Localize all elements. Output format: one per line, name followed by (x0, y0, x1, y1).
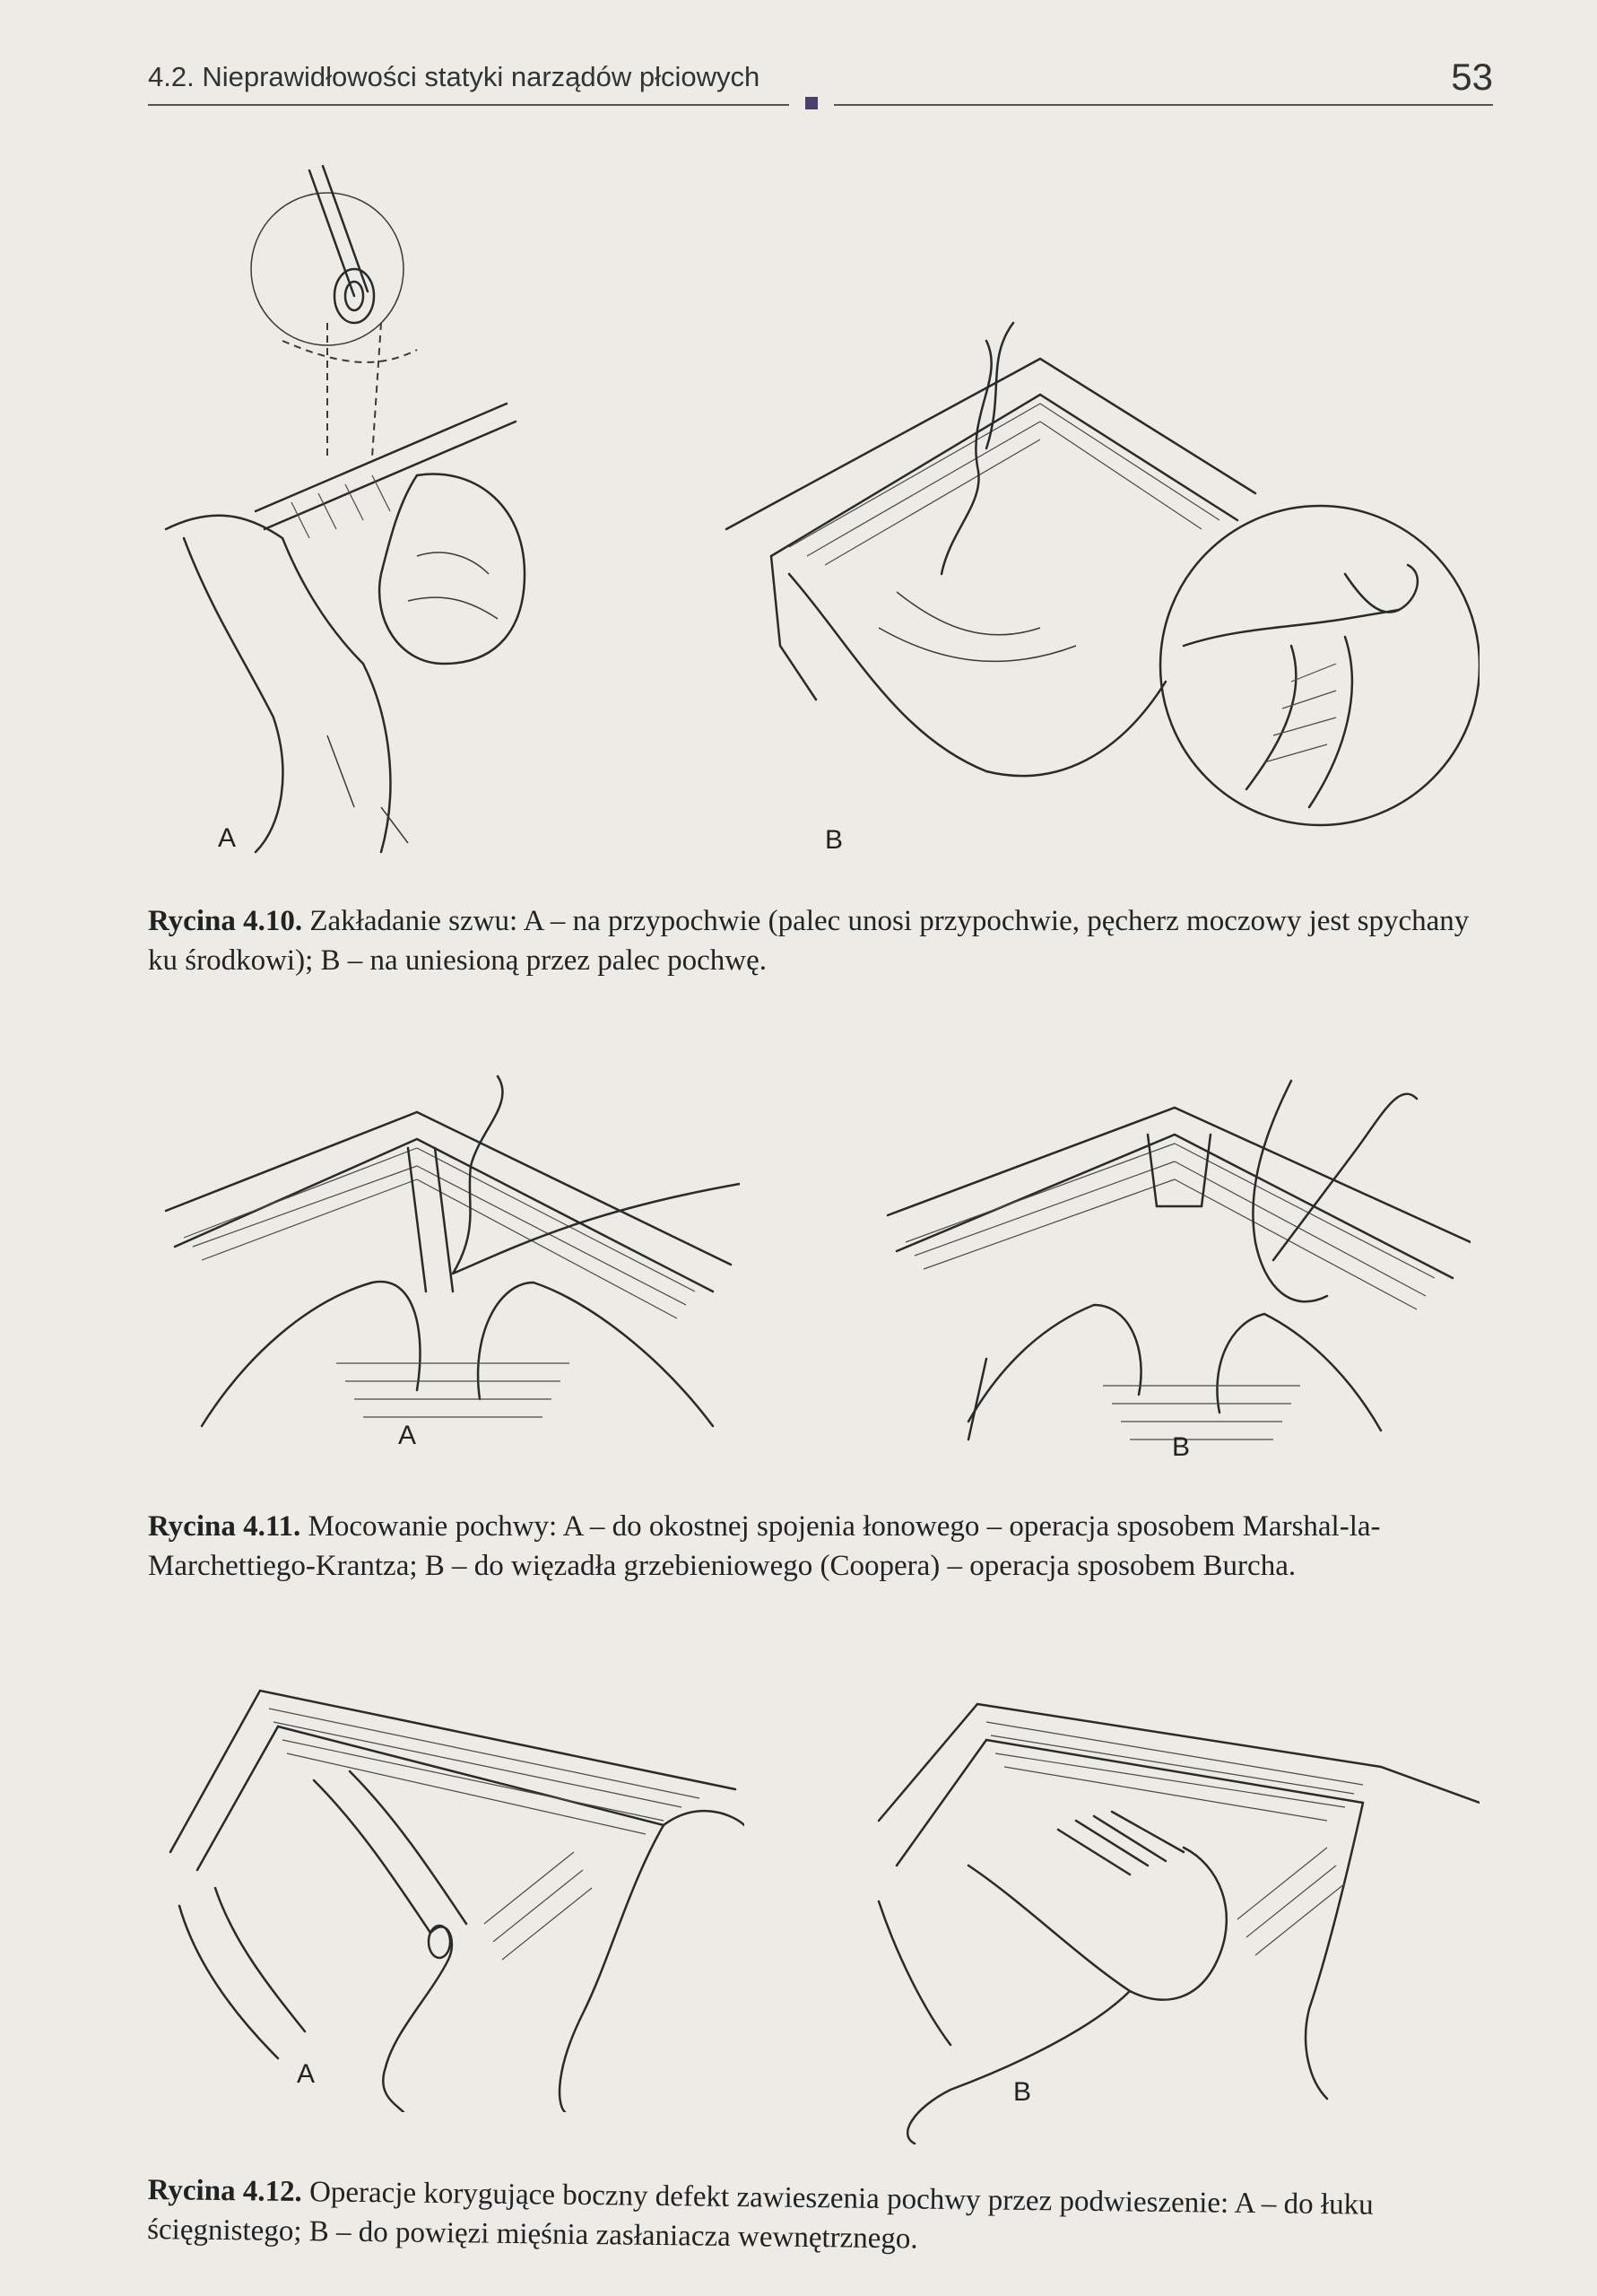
figure-4-11-caption-number: Rycina 4.11. (148, 1510, 301, 1543)
header-marker-icon (805, 97, 818, 109)
figure-4-12-caption-number: Rycina 4.12. (147, 2173, 303, 2209)
figure-4-11-a-illustration (157, 1067, 740, 1453)
header-rule-left (148, 104, 789, 106)
figure-4-12-b-illustration (861, 1686, 1480, 2152)
figure-4-10-caption (148, 901, 1484, 980)
figure-4-11-a-label: A (398, 1421, 417, 1450)
figure-4-10-a-label: A (218, 823, 237, 853)
figure-4-10-b-illustration (717, 305, 1480, 843)
figure-4-12-a-illustration (161, 1673, 744, 2112)
page-number: 53 (1451, 56, 1493, 98)
figure-4-10-a-illustration (148, 161, 534, 861)
figure-4-11-caption (148, 1507, 1484, 1586)
figure-4-12-caption (147, 2170, 1484, 2266)
header-rule-right (834, 104, 1493, 106)
figure-4-11-caption-text: Mocowanie pochwy: A – do okostnej spojenia łonowego – operacja sposobem Marshal-la-Marchettiego-Krantza; B – do więzadła grzebieniowego (Coopera) – operacja sposobem Burcha. (148, 1510, 1381, 1582)
figure-4-10-caption-number: Rycina 4.10. (148, 905, 303, 937)
figure-4-11-b-illustration (879, 1063, 1471, 1457)
figure-4-12-a-label: A (297, 2059, 316, 2089)
figure-4-10-caption-text: Zakładanie szwu: A – na przypochwie (palec unosi przypochwie, pęcherz moczowy jest spychany ku środkowi); B – na uniesioną przez palec pochwę. (148, 905, 1470, 977)
section-title: 4.2. Nieprawidłowości statyki narządów płciowych (148, 61, 760, 92)
running-header (148, 54, 1493, 117)
figure-4-10-b-label: B (825, 825, 844, 855)
figure-4-12-caption-text: Operacje korygujące boczny defekt zawieszenia pochwy przez podwieszenie: A – do łuku ścięgnistego; B – do powięzi mięśnia zasłaniacza wewnętrznego. (146, 2176, 1374, 2256)
figure-4-12-b-label: B (1013, 2077, 1032, 2107)
figure-4-11-b-label: B (1172, 1432, 1191, 1462)
